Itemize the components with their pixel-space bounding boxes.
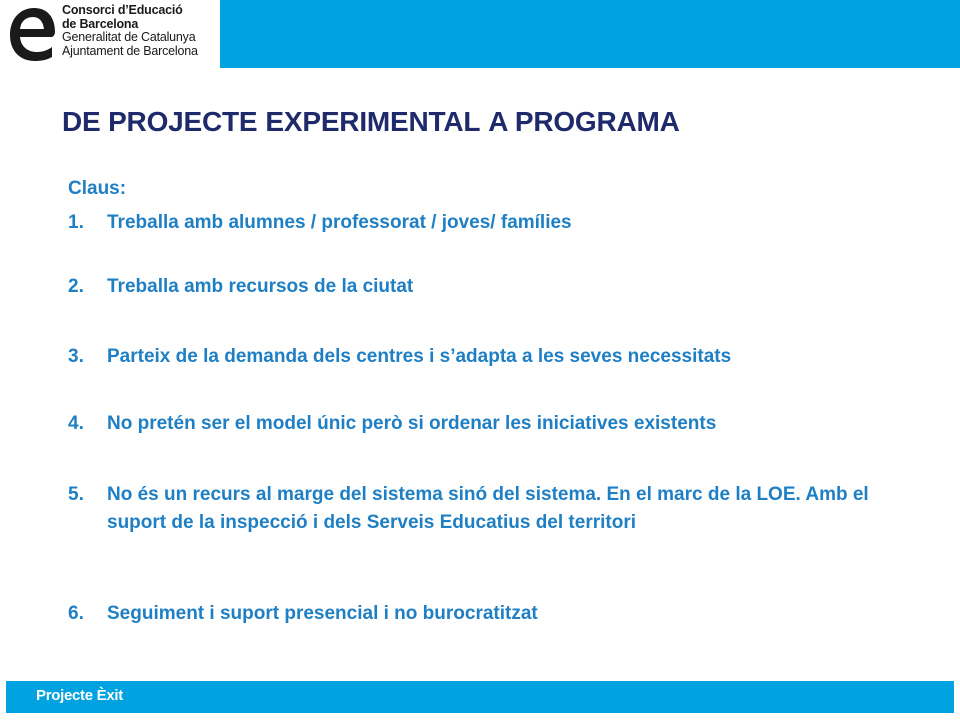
item-number: 6.: [68, 603, 84, 624]
item-number: 4.: [68, 413, 84, 434]
logo-line-2: de Barcelona: [62, 16, 139, 31]
title-word: DE PROJECTE: [62, 106, 258, 137]
item-text: Seguiment i suport presencial i no burocratitzat: [107, 603, 538, 624]
header: [0, 0, 960, 70]
header-divider: [0, 68, 960, 70]
item-number: 1.: [68, 212, 84, 233]
title-word: A PROGRAMA: [488, 106, 680, 137]
list-item: [68, 481, 898, 537]
consorci-e-logo-icon: [6, 4, 58, 62]
list-item: [68, 343, 898, 371]
title-word: EXPERIMENTAL: [265, 106, 481, 137]
intro-label: Claus:: [68, 178, 127, 199]
slide-title: [62, 106, 688, 138]
header-bar: [220, 0, 960, 68]
item-number: 3.: [68, 346, 84, 367]
logo-text: [62, 4, 218, 58]
item-text: Parteix de la demanda dels centres i s’adapta a les seves necessitats: [107, 346, 732, 367]
list-item: [68, 209, 898, 237]
footer-bar: [6, 681, 954, 713]
item-number: 5.: [68, 484, 84, 505]
item-text: No pretén ser el model únic però si ordenar les iniciatives existents: [107, 413, 717, 434]
logo-line-3: Generalitat de Catalunya: [62, 30, 196, 44]
logo-line-1: Consorci d’Educació: [62, 3, 183, 17]
item-text: Treballa amb recursos de la ciutat: [107, 276, 414, 297]
logo: [0, 0, 220, 70]
item-text: No és un recurs al marge del sistema sinó del sistema. En el marc de la LOE. Amb el suport de la inspecció i dels Serveis Educatius del territori: [107, 484, 869, 533]
item-number: 2.: [68, 276, 84, 297]
list-item: [68, 600, 898, 628]
list-item: [68, 410, 898, 438]
list-item: [68, 273, 898, 301]
footer-label: Projecte Èxit: [36, 687, 123, 704]
logo-line-4: Ajuntament de Barcelona: [62, 43, 198, 58]
item-text: Treballa amb alumnes / professorat / joves/ famílies: [107, 212, 572, 233]
